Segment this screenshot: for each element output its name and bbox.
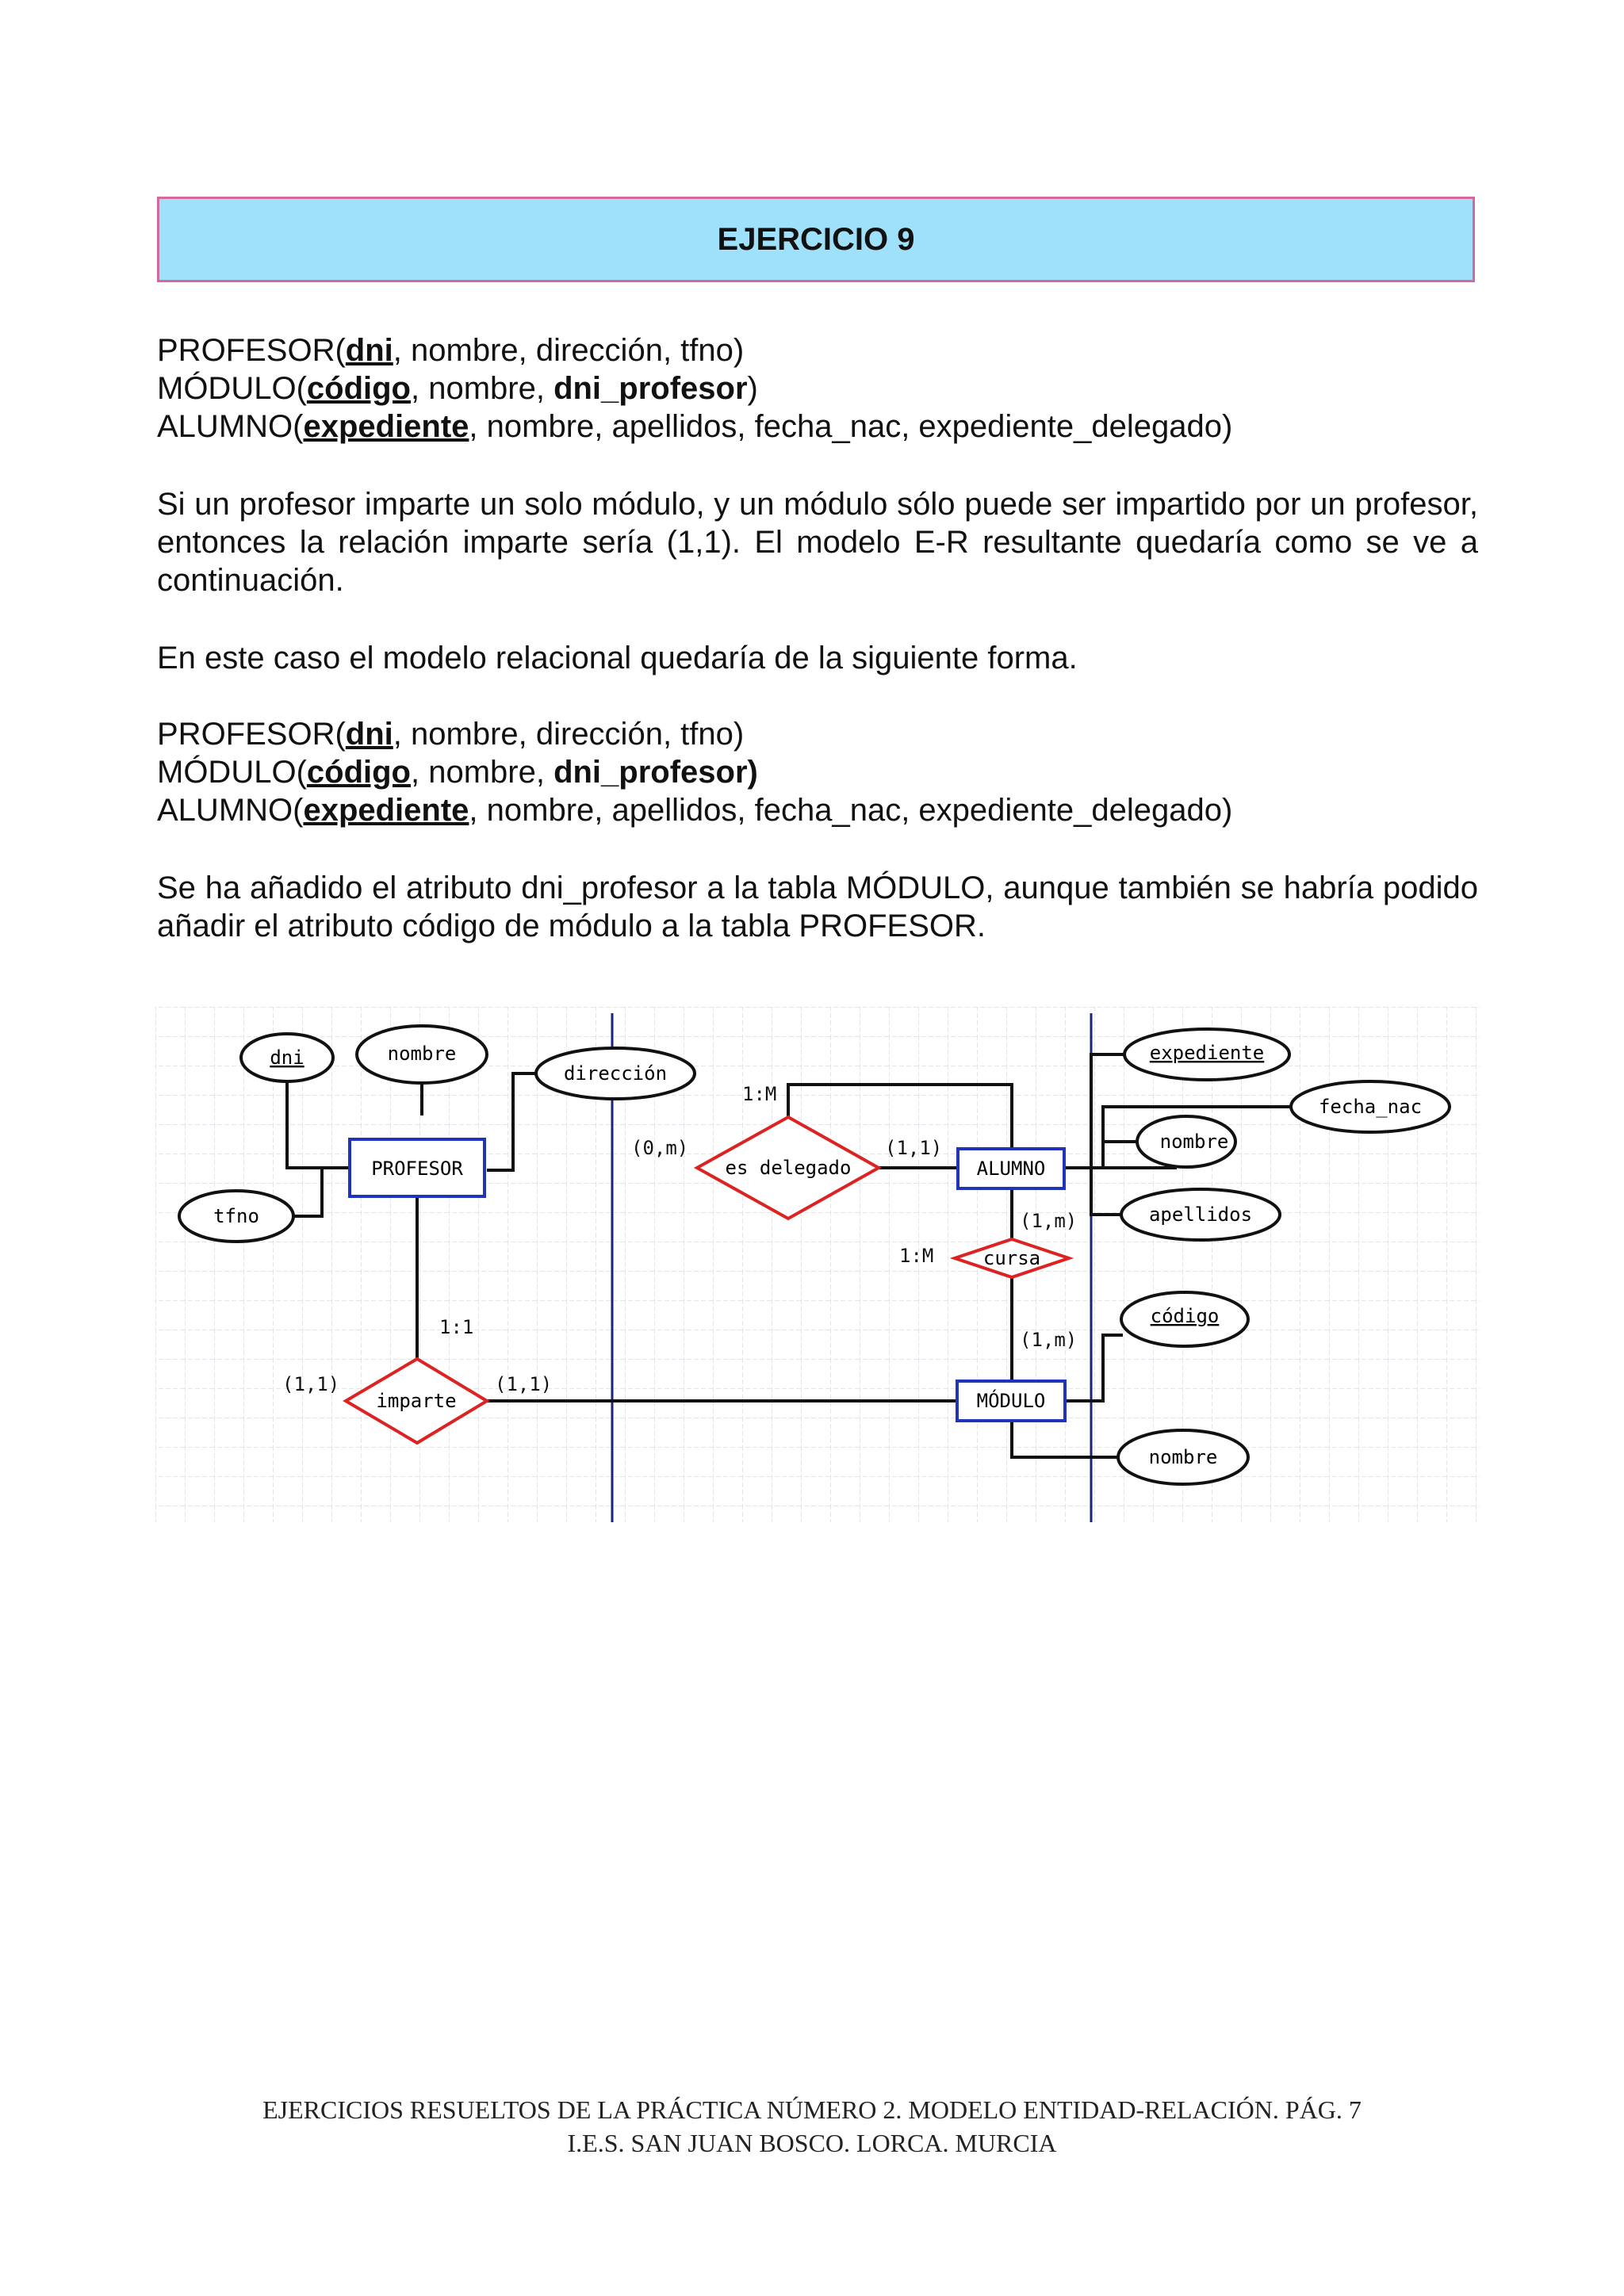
primary-key: expediente xyxy=(303,409,469,444)
entity-modulo xyxy=(957,1381,1065,1421)
attribute-list: , nombre, xyxy=(410,755,554,790)
label-delegado-type: 1:M xyxy=(742,1083,777,1105)
attribute-nombre-modulo xyxy=(1118,1430,1248,1484)
label-delegado-right: (1,1) xyxy=(885,1137,943,1159)
schema-alumno xyxy=(157,408,1478,446)
svg-text:nombre: nombre xyxy=(1159,1131,1229,1153)
svg-text:dni: dni xyxy=(270,1047,304,1069)
label-imparte-type: 1:1 xyxy=(439,1316,474,1338)
closing-paren: ) xyxy=(747,371,758,406)
attribute-expediente xyxy=(1124,1029,1289,1080)
schema-list-1 xyxy=(157,331,1478,446)
label-imparte-right: (1,1) xyxy=(495,1373,553,1395)
primary-key: código xyxy=(306,755,411,790)
attribute-dni xyxy=(241,1034,333,1081)
svg-text:nombre: nombre xyxy=(1148,1446,1218,1468)
foreign-key: dni_profesor xyxy=(553,371,748,406)
label-delegado-left: (0,m) xyxy=(631,1137,689,1159)
svg-text:código: código xyxy=(1150,1305,1220,1327)
svg-text:expediente: expediente xyxy=(1149,1042,1265,1064)
er-diagram xyxy=(155,1007,1480,1522)
attribute-codigo xyxy=(1121,1292,1248,1346)
footer-line-1: EJERCICIOS RESUELTOS DE LA PRÁCTICA NÚMERO 2. MODELO ENTIDAD-RELACIÓN. PÁG. 7 xyxy=(262,2095,1362,2124)
entity-name: MÓDULO( xyxy=(157,755,307,790)
attribute-list: , nombre, apellidos, fecha_nac, expediente_delegado) xyxy=(469,409,1233,444)
attribute-list: , nombre, dirección, tfno) xyxy=(393,333,745,368)
attribute-tfno xyxy=(179,1191,293,1242)
svg-text:MÓDULO: MÓDULO xyxy=(976,1390,1046,1412)
entity-name: ALUMNO( xyxy=(157,793,304,828)
attribute-list: , nombre, xyxy=(410,371,554,406)
svg-text:cursa: cursa xyxy=(982,1247,1041,1269)
label-cursa-bottom: (1,m) xyxy=(1020,1329,1078,1351)
label-cursa-top: (1,m) xyxy=(1020,1210,1078,1232)
foreign-key: dni_profesor) xyxy=(553,755,758,790)
exercise-title: EJERCICIO 9 xyxy=(157,197,1475,282)
svg-text:fecha_nac: fecha_nac xyxy=(1318,1096,1423,1118)
attribute-fecha-nac xyxy=(1291,1081,1450,1132)
svg-text:imparte: imparte xyxy=(376,1390,457,1412)
label-imparte-left: (1,1) xyxy=(282,1373,340,1395)
primary-key: expediente xyxy=(303,793,469,828)
svg-text:tfno: tfno xyxy=(213,1205,259,1227)
attribute-list: , nombre, apellidos, fecha_nac, expediente_delegado) xyxy=(469,793,1233,828)
svg-text:ALUMNO: ALUMNO xyxy=(976,1158,1046,1180)
entity-name: PROFESOR( xyxy=(157,717,346,752)
schema-modulo xyxy=(157,369,1478,408)
attribute-list: , nombre, dirección, tfno) xyxy=(393,717,745,752)
schema-profesor xyxy=(157,715,1478,753)
entity-name: ALUMNO( xyxy=(157,409,304,444)
schema-alumno xyxy=(157,791,1478,829)
paragraph-3: Se ha añadido el atributo dni_profesor a la tabla MÓDULO, aunque también se habría podido añadir el atributo código de módulo a la tabla PROFESOR. xyxy=(157,871,1478,943)
paragraph-2: En este caso el modelo relacional quedaría de la siguiente forma. xyxy=(157,641,1078,675)
svg-text:es delegado: es delegado xyxy=(725,1157,852,1179)
paragraph-1: Si un profesor imparte un solo módulo, y un módulo sólo puede ser impartido por un profesor, entonces la relación imparte sería (1,1). El modelo E-R resultante quedaría como se ve a continuación. xyxy=(157,487,1478,598)
attribute-apellidos xyxy=(1121,1189,1280,1240)
primary-key: dni xyxy=(345,333,393,368)
primary-key: dni xyxy=(345,717,393,752)
footer-line-2: I.E.S. SAN JUAN BOSCO. LORCA. MURCIA xyxy=(567,2129,1057,2157)
entity-alumno xyxy=(958,1149,1064,1188)
attribute-direccion xyxy=(536,1048,695,1099)
label-cursa-type: 1:M xyxy=(899,1245,934,1267)
entity-name: PROFESOR( xyxy=(157,333,346,368)
svg-text:nombre: nombre xyxy=(387,1043,457,1065)
entity-profesor xyxy=(350,1139,485,1196)
schema-modulo xyxy=(157,753,1478,791)
svg-text:dirección: dirección xyxy=(563,1062,668,1085)
svg-text:PROFESOR: PROFESOR xyxy=(371,1158,463,1180)
attribute-nombre-profesor xyxy=(357,1026,487,1083)
entity-name: MÓDULO( xyxy=(157,371,307,406)
schema-profesor xyxy=(157,331,1478,369)
attribute-nombre-alumno xyxy=(1137,1116,1235,1167)
schema-list-2 xyxy=(157,715,1478,829)
svg-text:apellidos: apellidos xyxy=(1148,1203,1253,1226)
page-footer xyxy=(0,2093,1624,2160)
primary-key: código xyxy=(306,371,411,406)
